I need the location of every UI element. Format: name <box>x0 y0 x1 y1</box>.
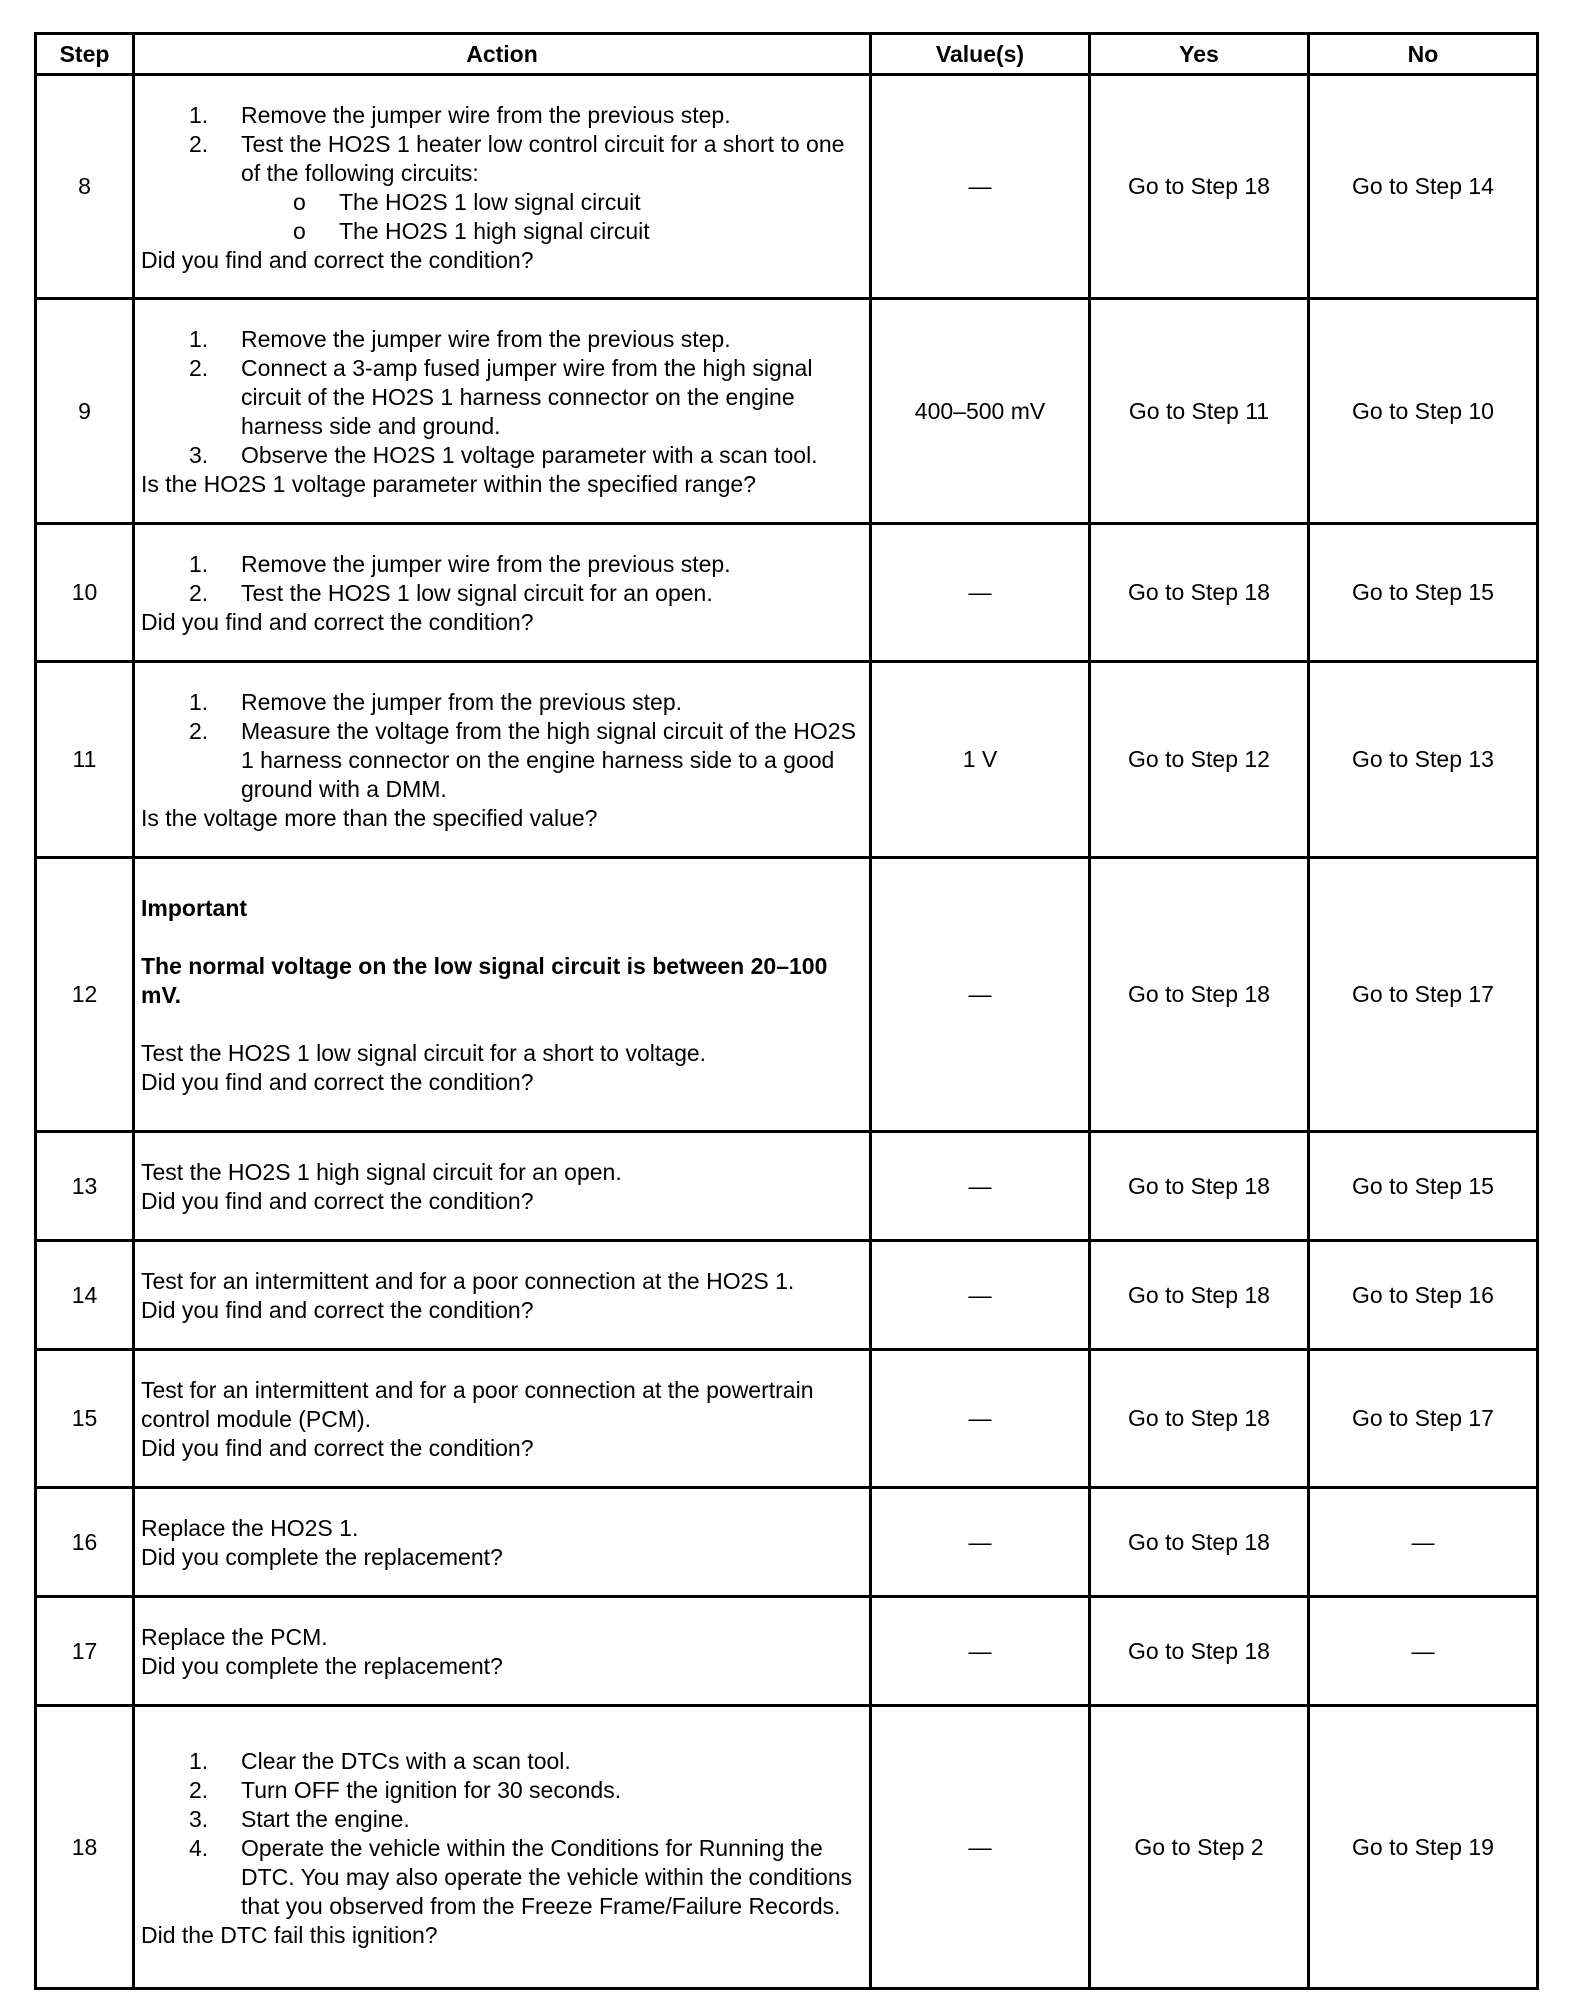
value-cell: — <box>871 1597 1090 1706</box>
header-yes: Yes <box>1090 34 1309 75</box>
action-item: 3. Observe the HO2S 1 voltage parameter with a scan tool. <box>189 442 818 468</box>
table-row <box>36 1241 1538 1350</box>
no-cell: Go to Step 10 <box>1309 299 1538 524</box>
action-question: Did you complete the replacement? <box>141 1544 503 1570</box>
step-number: 12 <box>36 858 134 1132</box>
no-cell: — <box>1309 1597 1538 1706</box>
action-question: Is the voltage more than the specified value? <box>141 805 598 831</box>
step-number: 11 <box>36 662 134 858</box>
yes-cell: Go to Step 18 <box>1090 1350 1309 1488</box>
action-text: Replace the HO2S 1. <box>141 1515 359 1541</box>
action-question: Did you find and correct the condition? <box>141 1069 534 1095</box>
no-cell: Go to Step 17 <box>1309 858 1538 1132</box>
action-cell <box>134 1488 871 1597</box>
table-row <box>36 1597 1538 1706</box>
table-row <box>36 299 1538 524</box>
header-step: Step <box>36 34 134 75</box>
action-question: Did you complete the replacement? <box>141 1653 503 1679</box>
no-cell: Go to Step 19 <box>1309 1706 1538 1989</box>
action-cell <box>134 1241 871 1350</box>
action-cell <box>134 1706 871 1989</box>
action-cell <box>134 858 871 1132</box>
no-cell: Go to Step 17 <box>1309 1350 1538 1488</box>
step-number: 8 <box>36 75 134 299</box>
step-number: 17 <box>36 1597 134 1706</box>
action-item: 1. Remove the jumper from the previous step. <box>189 689 683 715</box>
action-question: Did you find and correct the condition? <box>141 609 534 635</box>
no-cell: Go to Step 16 <box>1309 1241 1538 1350</box>
value-cell: — <box>871 75 1090 299</box>
step-number: 18 <box>36 1706 134 1989</box>
yes-cell: Go to Step 18 <box>1090 858 1309 1132</box>
action-item: 2. Connect a 3-amp fused jumper wire from the high signal circuit of the HO2S 1 harness connector on the engine harness side and ground. <box>189 355 813 439</box>
action-question: Is the HO2S 1 voltage parameter within the specified range? <box>141 471 756 497</box>
yes-cell: Go to Step 18 <box>1090 524 1309 662</box>
action-item: 3. Start the engine. <box>189 1805 410 1832</box>
action-question: Did the DTC fail this ignition? <box>141 1921 438 1948</box>
value-cell: — <box>871 1350 1090 1488</box>
no-cell: — <box>1309 1488 1538 1597</box>
action-question: Did you find and correct the condition? <box>141 1435 534 1461</box>
no-cell: Go to Step 14 <box>1309 75 1538 299</box>
yes-cell: Go to Step 18 <box>1090 1241 1309 1350</box>
action-text: Replace the PCM. <box>141 1624 328 1650</box>
diagnostic-steps-table <box>34 32 1539 1990</box>
action-question: Did you find and correct the condition? <box>141 246 534 273</box>
action-item: 2. Measure the voltage from the high signal circuit of the HO2S 1 harness connector on the engine harness side to a good ground with a DMM. <box>189 718 856 802</box>
table-row <box>36 662 1538 858</box>
action-text: Test the HO2S 1 low signal circuit for a short to voltage. <box>141 1040 707 1066</box>
yes-cell: Go to Step 11 <box>1090 299 1309 524</box>
table-row <box>36 75 1538 299</box>
action-cell <box>134 662 871 858</box>
value-cell: — <box>871 1706 1090 1989</box>
value-cell: — <box>871 1241 1090 1350</box>
action-item: 1. Clear the DTCs with a scan tool. <box>189 1747 571 1774</box>
action-subitem: o The HO2S 1 low signal circuit <box>293 188 641 215</box>
action-cell <box>134 1350 871 1488</box>
yes-cell: Go to Step 18 <box>1090 1488 1309 1597</box>
action-cell <box>134 1597 871 1706</box>
yes-cell: Go to Step 12 <box>1090 662 1309 858</box>
action-text: Test the HO2S 1 high signal circuit for an open. <box>141 1159 622 1185</box>
important-note: The normal voltage on the low signal circuit is between 20–100 mV. <box>141 953 828 1008</box>
value-cell: 1 V <box>871 662 1090 858</box>
header-values: Value(s) <box>871 34 1090 75</box>
important-title: Important <box>141 895 248 921</box>
value-cell: 400–500 mV <box>871 299 1090 524</box>
step-number: 10 <box>36 524 134 662</box>
action-cell <box>134 299 871 524</box>
value-cell: — <box>871 1132 1090 1241</box>
action-item: 2. Turn OFF the ignition for 30 seconds. <box>189 1776 622 1803</box>
step-number: 16 <box>36 1488 134 1597</box>
action-cell <box>134 75 871 299</box>
header-action: Action <box>134 34 871 75</box>
table-row <box>36 1132 1538 1241</box>
action-item: 1. Remove the jumper wire from the previous step. <box>189 101 731 128</box>
action-question: Did you find and correct the condition? <box>141 1188 534 1214</box>
action-item: 1. Remove the jumper wire from the previous step. <box>189 326 731 352</box>
value-cell: — <box>871 858 1090 1132</box>
no-cell: Go to Step 15 <box>1309 1132 1538 1241</box>
step-number: 14 <box>36 1241 134 1350</box>
step-number: 13 <box>36 1132 134 1241</box>
table-row <box>36 1706 1538 1989</box>
value-cell: — <box>871 1488 1090 1597</box>
action-text: Test for an intermittent and for a poor connection at the HO2S 1. <box>141 1268 795 1294</box>
step-number: 9 <box>36 299 134 524</box>
no-cell: Go to Step 13 <box>1309 662 1538 858</box>
action-item: 2. Test the HO2S 1 heater low control circuit for a short to one of the following circuits: o The HO2S 1 low signal circuit o The HO2S 1 high signal circuit <box>141 130 863 246</box>
table-row <box>36 1488 1538 1597</box>
no-cell: Go to Step 15 <box>1309 524 1538 662</box>
action-question: Did you find and correct the condition? <box>141 1297 534 1323</box>
action-cell <box>134 1132 871 1241</box>
table-row <box>36 524 1538 662</box>
table-row <box>36 858 1538 1132</box>
yes-cell: Go to Step 18 <box>1090 1132 1309 1241</box>
yes-cell: Go to Step 18 <box>1090 75 1309 299</box>
value-cell: — <box>871 524 1090 662</box>
action-text: Test for an intermittent and for a poor connection at the powertrain control module (PCM). <box>141 1377 814 1432</box>
header-no: No <box>1309 34 1538 75</box>
yes-cell: Go to Step 18 <box>1090 1597 1309 1706</box>
action-item: 4. Operate the vehicle within the Conditions for Running the DTC. You may also operate the vehicle within the conditions that you observed from the Freeze Frame/Failure Records. <box>189 1834 853 1919</box>
action-subitem: o The HO2S 1 high signal circuit <box>293 217 650 244</box>
action-cell <box>134 524 871 662</box>
table-header-row <box>36 34 1538 75</box>
step-number: 15 <box>36 1350 134 1488</box>
yes-cell: Go to Step 2 <box>1090 1706 1309 1989</box>
table-row <box>36 1350 1538 1488</box>
action-item: 2. Test the HO2S 1 low signal circuit for an open. <box>189 580 713 606</box>
action-item: 1. Remove the jumper wire from the previous step. <box>189 551 731 577</box>
